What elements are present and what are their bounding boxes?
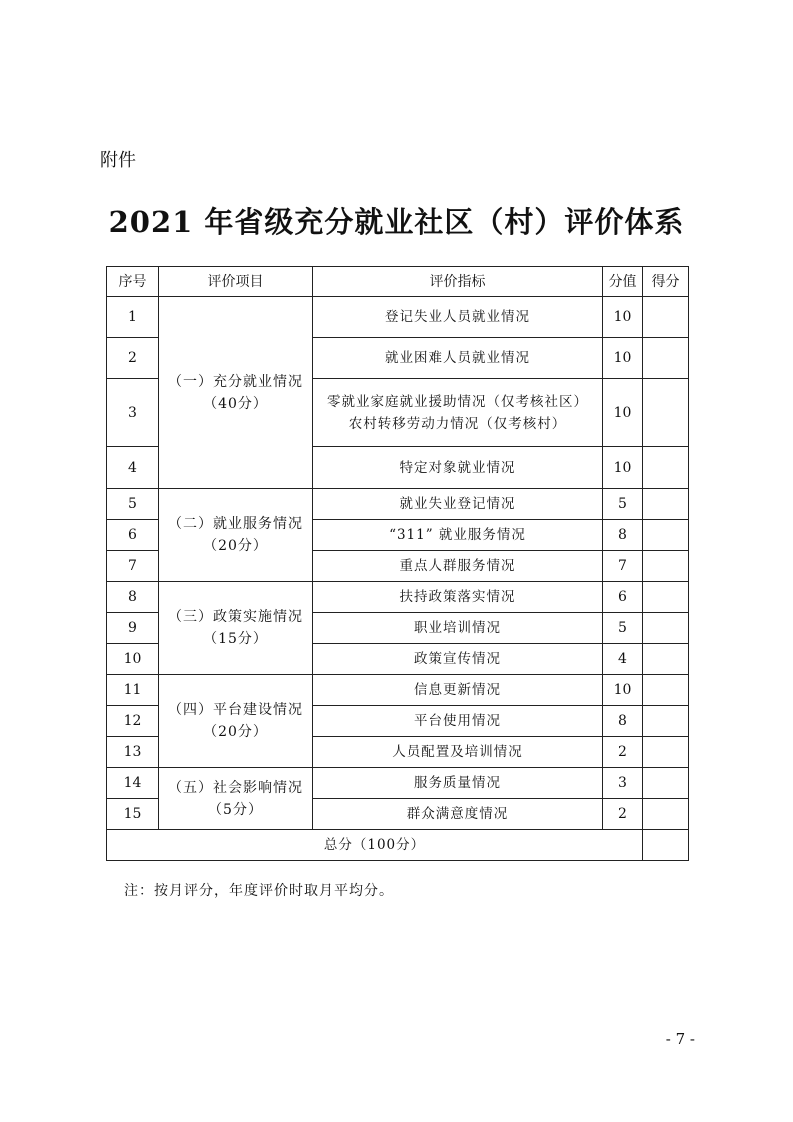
group-label: （四）平台建设情况 (168, 702, 303, 718)
row-got[interactable] (643, 551, 689, 582)
row-got[interactable] (643, 675, 689, 706)
table-header-row (107, 267, 689, 297)
row-got[interactable] (643, 644, 689, 675)
row-seq: 13 (107, 737, 159, 768)
table-note: 注：按月评分，年度评价时取月平均分。 (124, 883, 394, 899)
group-label: （五）社会影响情况 (168, 779, 303, 796)
group-points: （5分） (208, 801, 263, 818)
group-points: （40分） (203, 395, 268, 412)
row-got[interactable] (643, 489, 689, 520)
row-got[interactable] (643, 520, 689, 551)
group-cell (159, 582, 313, 675)
row-seq: 5 (107, 489, 159, 520)
row-score: 7 (603, 551, 643, 582)
row-got[interactable] (643, 613, 689, 644)
row-indicator: 就业困难人员就业情况 (313, 338, 603, 379)
row-got[interactable] (643, 582, 689, 613)
table-row (107, 489, 689, 520)
page-title: 2021 年省级充分就业社区（村）评价体系 (108, 205, 685, 239)
group-points: （20分） (203, 538, 268, 554)
row-score: 3 (603, 768, 643, 799)
indicator-line-2: 农村转移劳动力情况（仅考核村） (348, 415, 567, 432)
row-got[interactable] (643, 706, 689, 737)
evaluation-table (106, 266, 689, 861)
row-seq: 10 (107, 644, 159, 675)
row-indicator (313, 379, 603, 447)
row-seq: 14 (107, 768, 159, 799)
row-indicator: 信息更新情况 (313, 675, 603, 706)
header-indicator: 评价指标 (313, 267, 603, 297)
row-seq: 1 (107, 297, 159, 338)
table-row (107, 582, 689, 613)
header-got: 得分 (643, 267, 689, 297)
total-label: 总分（100分） (107, 830, 643, 861)
row-got[interactable] (643, 737, 689, 768)
header-seq: 序号 (107, 267, 159, 297)
table-row (107, 297, 689, 338)
row-got[interactable] (643, 297, 689, 338)
row-indicator: 职业培训情况 (313, 613, 603, 644)
group-cell (159, 768, 313, 830)
row-indicator: 特定对象就业情况 (313, 447, 603, 489)
row-seq: 4 (107, 447, 159, 489)
row-score: 2 (603, 737, 643, 768)
header-item: 评价项目 (159, 267, 313, 297)
row-got[interactable] (643, 768, 689, 799)
total-row (107, 830, 689, 861)
row-seq: 9 (107, 613, 159, 644)
row-indicator: 人员配置及培训情况 (313, 737, 603, 768)
row-indicator: 政策宣传情况 (313, 644, 603, 675)
row-seq: 2 (107, 338, 159, 379)
row-seq: 11 (107, 675, 159, 706)
row-score: 10 (603, 338, 643, 379)
row-score: 6 (603, 582, 643, 613)
group-points: （15分） (203, 631, 268, 647)
row-seq: 8 (107, 582, 159, 613)
row-indicator: 扶持政策落实情况 (313, 582, 603, 613)
group-cell (159, 489, 313, 582)
table-row (107, 675, 689, 706)
row-score: 2 (603, 799, 643, 830)
row-seq: 3 (107, 379, 159, 447)
attachment-label: 附件 (100, 150, 136, 171)
row-got[interactable] (643, 447, 689, 489)
row-indicator: “311” 就业服务情况 (313, 520, 603, 551)
row-score: 4 (603, 644, 643, 675)
row-got[interactable] (643, 379, 689, 447)
row-score: 8 (603, 520, 643, 551)
row-got[interactable] (643, 338, 689, 379)
row-score: 10 (603, 675, 643, 706)
row-score: 8 (603, 706, 643, 737)
total-got[interactable] (643, 830, 689, 861)
row-score: 10 (603, 447, 643, 489)
row-score: 5 (603, 489, 643, 520)
row-indicator: 就业失业登记情况 (313, 489, 603, 520)
header-score: 分值 (603, 267, 643, 297)
row-score: 10 (603, 297, 643, 338)
row-indicator: 登记失业人员就业情况 (313, 297, 603, 338)
group-label: （三）政策实施情况 (168, 609, 303, 625)
group-cell (159, 675, 313, 768)
row-seq: 6 (107, 520, 159, 551)
page-number: - 7 - (665, 1030, 695, 1048)
group-points: （20分） (203, 724, 268, 740)
row-score: 10 (603, 379, 643, 447)
row-indicator: 平台使用情况 (313, 706, 603, 737)
row-indicator: 服务质量情况 (313, 768, 603, 799)
row-seq: 15 (107, 799, 159, 830)
row-indicator: 群众满意度情况 (313, 799, 603, 830)
table-row (107, 768, 689, 799)
row-got[interactable] (643, 799, 689, 830)
row-seq: 7 (107, 551, 159, 582)
indicator-line-1: 零就业家庭就业援助情况（仅考核社区） (327, 393, 588, 410)
row-indicator: 重点人群服务情况 (313, 551, 603, 582)
group-cell (159, 297, 313, 489)
row-score: 5 (603, 613, 643, 644)
row-seq: 12 (107, 706, 159, 737)
group-label: （一）充分就业情况 (168, 373, 303, 390)
group-label: （二）就业服务情况 (168, 516, 303, 532)
